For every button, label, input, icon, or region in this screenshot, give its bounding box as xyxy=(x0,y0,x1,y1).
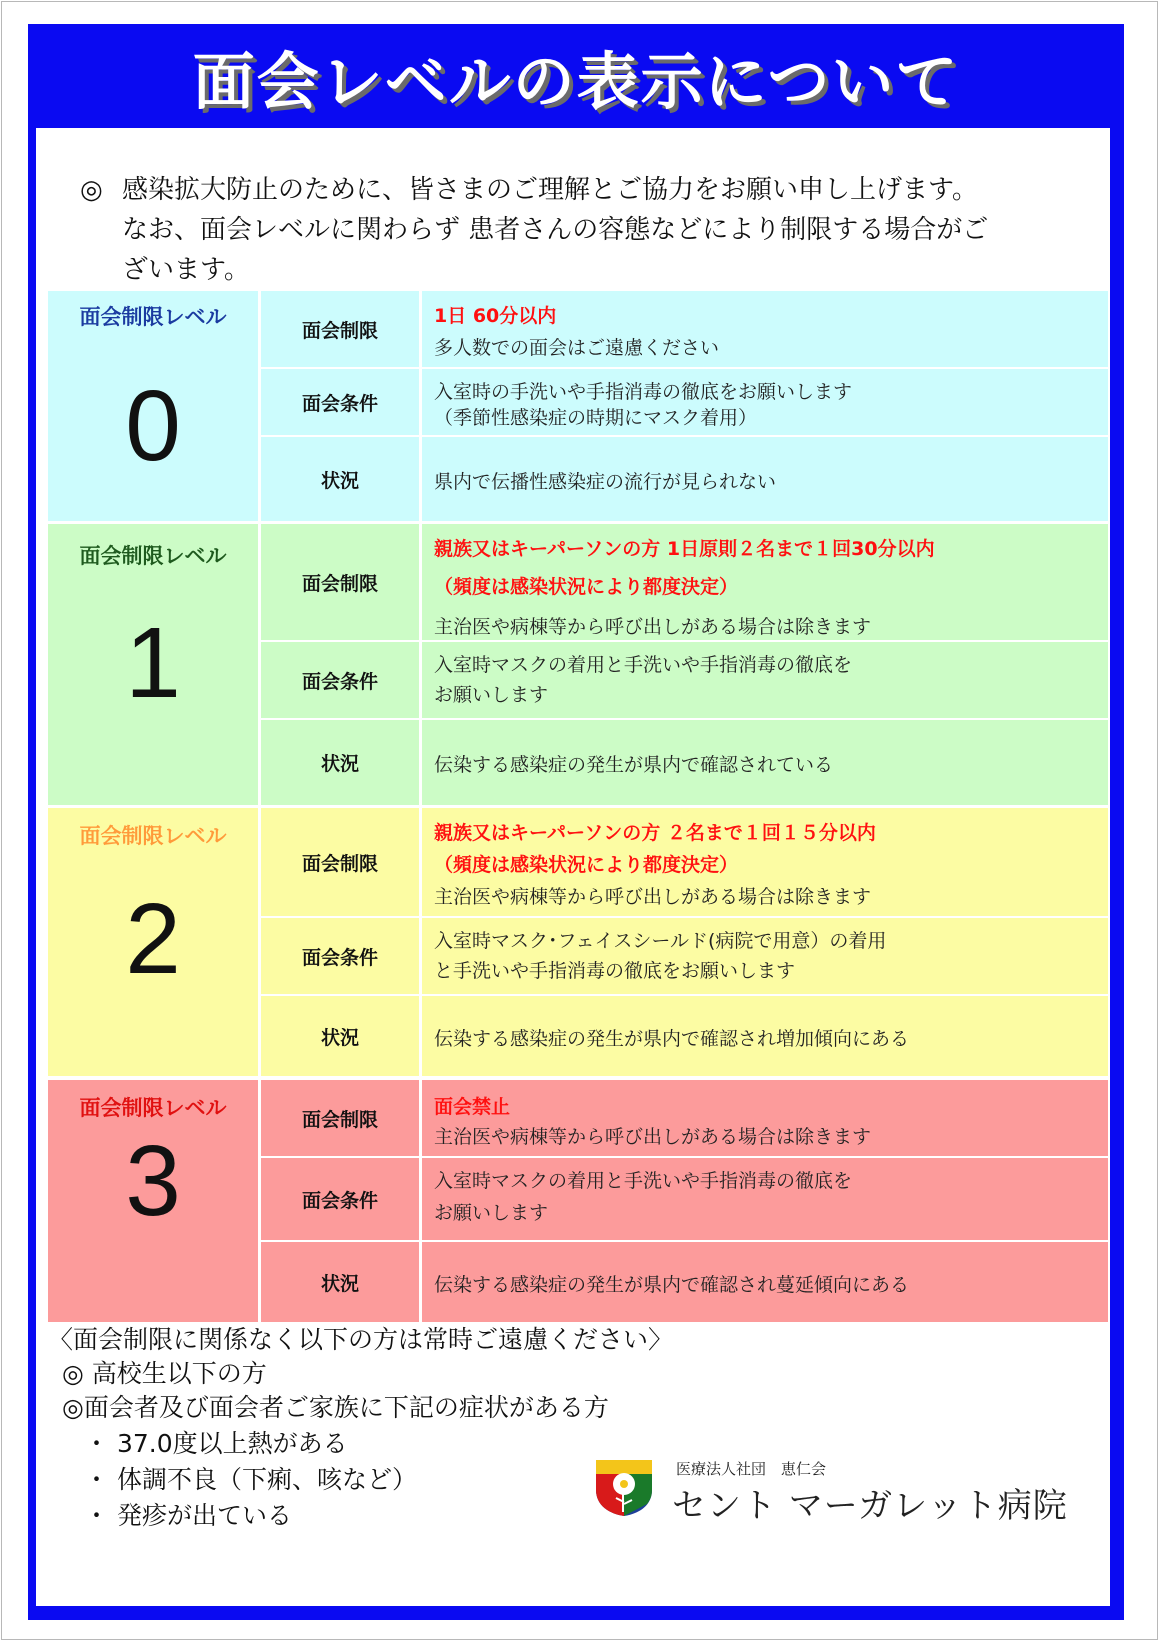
situation-line: 伝染する感染症の発生が県内で確認され蔓延傾向にある xyxy=(434,1274,910,1296)
condition-cell xyxy=(422,918,1108,994)
restriction-row xyxy=(261,524,1108,640)
restriction-line: 面会禁止 xyxy=(434,1096,511,1118)
level-0-block xyxy=(48,291,1108,521)
situation-row xyxy=(261,996,1108,1076)
condition-header: 面会条件 xyxy=(261,642,419,718)
intro-line-1: 感染拡大防止のために、皆さまのご理解とご協力をお願い申し上げます。 xyxy=(122,175,978,205)
restriction-line: 主治医や病棟等から呼び出しがある場合は除きます xyxy=(434,616,872,638)
symptom-bullet: ・ 発疹が出ている xyxy=(84,1501,292,1530)
poster-title: 面会レベルの表示について xyxy=(192,44,960,118)
level-3-block xyxy=(48,1080,1108,1322)
level-number: 3 xyxy=(125,1125,181,1237)
condition-cell xyxy=(422,642,1108,718)
situation-header: 状況 xyxy=(261,1242,419,1322)
situation-header: 状況 xyxy=(261,996,419,1076)
hospital-name: セント マーガレット病院 xyxy=(672,1486,1068,1526)
condition-row xyxy=(261,1158,1108,1240)
notice-heading: 〈面会制限に関係なく以下の方は常時ご遠慮ください〉 xyxy=(48,1325,674,1354)
restriction-row xyxy=(261,808,1108,916)
intro-line-3: ざいます。 xyxy=(122,255,250,285)
restriction-line: 親族又はキーパーソンの方 1日原則２名まで１回30分以内 xyxy=(434,538,935,560)
level-number: 2 xyxy=(125,883,181,995)
condition-header: 面会条件 xyxy=(261,369,419,435)
restriction-row xyxy=(261,1080,1108,1156)
situation-cell xyxy=(422,996,1108,1076)
symptom-bullet: ・ 37.0度以上熱がある xyxy=(84,1429,348,1458)
restriction-line: 主治医や病棟等から呼び出しがある場合は除きます xyxy=(434,886,872,908)
restriction-line: 1日 60分以内 xyxy=(434,305,557,327)
notice-item: ◎面会者及び面会者ご家族に下記の症状がある方 xyxy=(62,1393,609,1422)
restriction-cell xyxy=(422,808,1108,916)
condition-cell xyxy=(422,369,1108,435)
restriction-header: 面会制限 xyxy=(261,808,419,916)
situation-row xyxy=(261,1242,1108,1322)
restriction-header: 面会制限 xyxy=(261,524,419,640)
notice-item: ◎ 高校生以下の方 xyxy=(62,1359,267,1388)
condition-line: お願いします xyxy=(434,684,549,706)
condition-row xyxy=(261,642,1108,718)
double-circle-mark: ◎ xyxy=(80,175,103,205)
symptom-bullet: ・ 体調不良（下痢、咳など） xyxy=(84,1465,417,1494)
situation-cell xyxy=(422,437,1108,521)
organization-name: 医療法人社団 恵仁会 xyxy=(676,1460,827,1478)
condition-line: お願いします xyxy=(434,1202,549,1224)
condition-cell xyxy=(422,1158,1108,1240)
restriction-cell xyxy=(422,291,1108,367)
condition-header: 面会条件 xyxy=(261,1158,419,1240)
restriction-header: 面会制限 xyxy=(261,291,419,367)
level-label: 面会制限レベル xyxy=(79,544,227,568)
restriction-cell xyxy=(422,524,1108,640)
condition-line: 入室時マスク･フェイスシールド(病院で用意）の着用 xyxy=(434,930,887,952)
situation-line: 伝染する感染症の発生が県内で確認されている xyxy=(434,754,834,776)
intro-text xyxy=(80,170,1090,290)
situation-row xyxy=(261,720,1108,805)
condition-line: （季節性感染症の時期にマスク着用） xyxy=(434,407,758,429)
level-1-heading xyxy=(48,524,258,805)
level-number: 0 xyxy=(125,370,181,482)
condition-line: 入室時マスクの着用と手洗いや手指消毒の徹底を xyxy=(434,1170,853,1192)
restriction-line: （頻度は感染状況により都度決定） xyxy=(434,854,739,876)
level-2-heading xyxy=(48,808,258,1076)
condition-header: 面会条件 xyxy=(261,918,419,994)
condition-line: 入室時の手洗いや手指消毒の徹底をお願いします xyxy=(434,381,853,403)
hospital-crest-icon xyxy=(592,1456,656,1518)
level-label: 面会制限レベル xyxy=(79,1096,227,1120)
level-2-block xyxy=(48,808,1108,1076)
situation-line: 県内で伝播性感染症の流行が見られない xyxy=(434,471,777,493)
condition-line: と手洗いや手指消毒の徹底をお願いします xyxy=(434,960,796,982)
level-1-block xyxy=(48,524,1108,805)
restriction-line: 親族又はキーパーソンの方 ２名まで１回１５分以内 xyxy=(434,822,876,844)
condition-row xyxy=(261,369,1108,435)
situation-cell xyxy=(422,720,1108,805)
condition-row xyxy=(261,918,1108,994)
level-label: 面会制限レベル xyxy=(79,305,227,329)
restriction-line: 主治医や病棟等から呼び出しがある場合は除きます xyxy=(434,1126,872,1148)
situation-header: 状況 xyxy=(261,720,419,805)
restriction-header: 面会制限 xyxy=(261,1080,419,1156)
level-number: 1 xyxy=(125,607,181,719)
restriction-line: 多人数での面会はご遠慮ください xyxy=(434,337,720,359)
level-0-heading xyxy=(48,291,258,521)
condition-line: 入室時マスクの着用と手洗いや手指消毒の徹底を xyxy=(434,654,853,676)
level-3-heading xyxy=(48,1080,258,1322)
restriction-row xyxy=(261,291,1108,367)
intro-line-2: なお、面会レベルに関わらず 患者さんの容態などにより制限する場合がご xyxy=(122,215,989,245)
restriction-line: （頻度は感染状況により都度決定） xyxy=(434,576,739,598)
situation-header: 状況 xyxy=(261,437,419,521)
restriction-cell xyxy=(422,1080,1108,1156)
situation-line: 伝染する感染症の発生が県内で確認され増加傾向にある xyxy=(434,1028,910,1050)
level-label: 面会制限レベル xyxy=(79,824,227,848)
situation-row xyxy=(261,437,1108,521)
situation-cell xyxy=(422,1242,1108,1322)
